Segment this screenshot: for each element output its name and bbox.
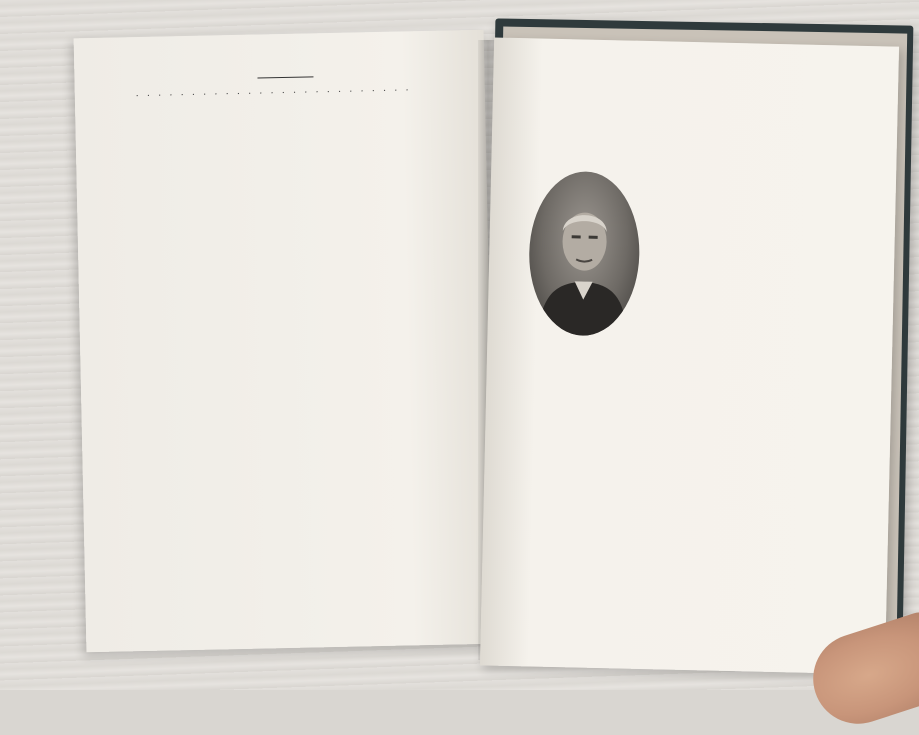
page-number — [493, 73, 898, 82]
text-full-block — [519, 158, 861, 166]
toc-top-list — [132, 63, 437, 69]
portrait-photo — [527, 170, 641, 336]
text-wrap-block — [519, 158, 861, 166]
portrait-figure — [527, 170, 641, 336]
table-of-contents — [132, 63, 438, 100]
chapter-title — [493, 103, 898, 112]
left-page — [74, 30, 497, 652]
biography-text — [519, 158, 861, 166]
toc-about-row — [133, 82, 438, 100]
chapter-dates — [492, 125, 897, 134]
leader-dots — [136, 82, 415, 100]
right-page — [480, 37, 899, 674]
divider — [257, 76, 313, 78]
